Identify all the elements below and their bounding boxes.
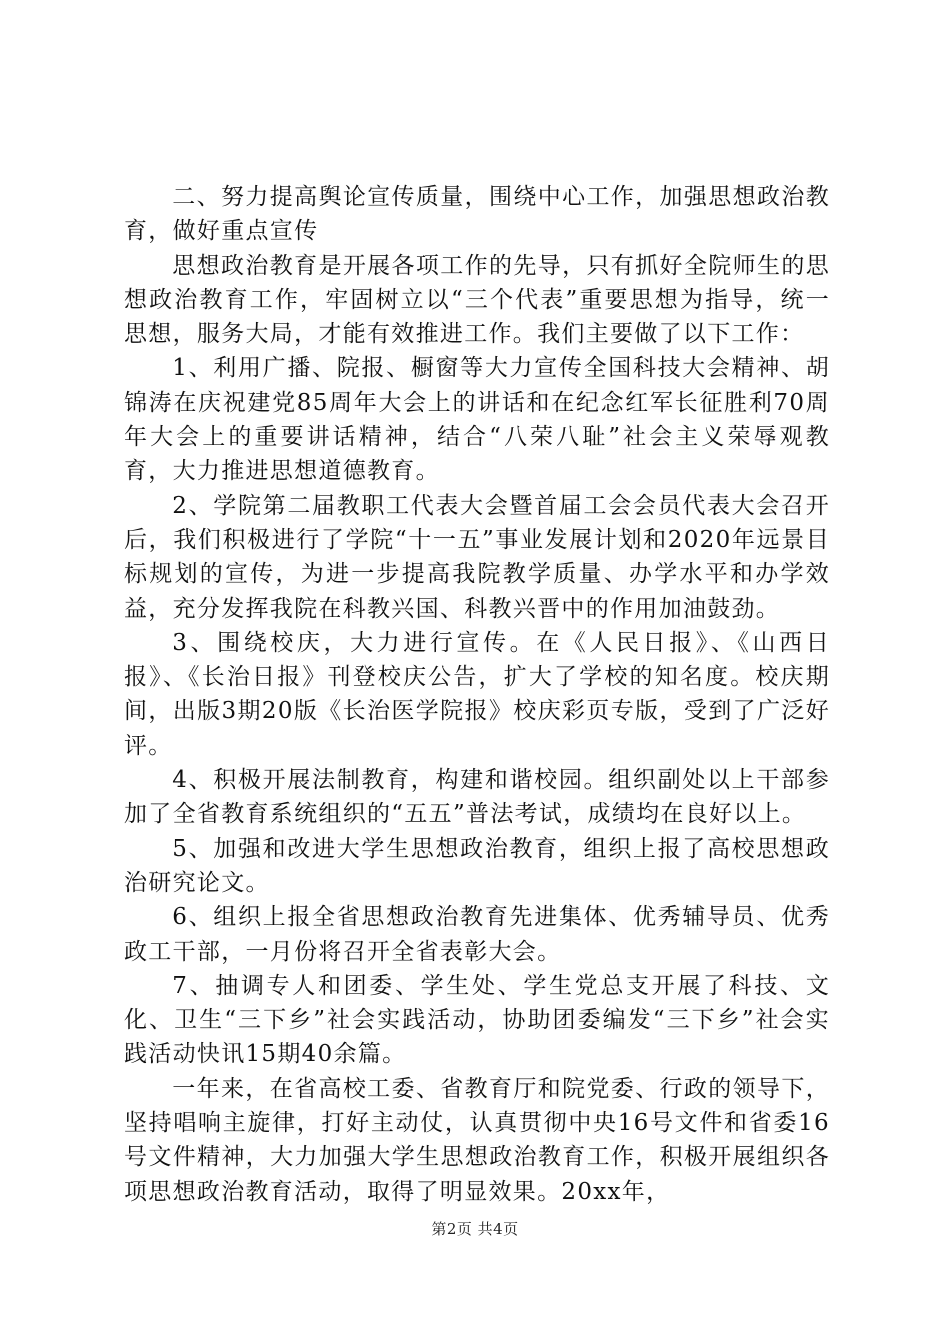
list-item-3: 3、围绕校庆，大力进行宣传。在《人民日报》、《山西日报》、《长治日报》刊登校庆公告，扩大了学校的知名度。校庆期间，出版3期20版《长治医学院报》校庆彩页专版，受到了广泛好评。 [124, 629, 830, 759]
list-item-4: 4、积极开展法制教育，构建和谐校园。组织副处以上干部参加了全省教育系统组织的“五五”普法考试，成绩均在良好以上。 [124, 767, 830, 828]
list-item-6: 6、组织上报全省思想政治教育先进集体、优秀辅导员、优秀政工干部，一月份将召开全省表彰大会。 [124, 904, 830, 965]
list-item-7: 7、抽调专人和团委、学生处、学生党总支开展了科技、文化、卫生“三下乡”社会实践活动，协助团委编发“三下乡”社会实践活动快讯15期40余篇。 [124, 972, 830, 1068]
list-item-1: 1、利用广播、院报、橱窗等大力宣传全国科技大会精神、胡锦涛在庆祝建党85周年大会上的讲话和在纪念红军长征胜利70周年大会上的重要讲话精神，结合“八荣八耻”社会主义荣辱观教育，大力推进思想道德教育。 [124, 355, 830, 485]
list-item-5: 5、加强和改进大学生思想政治教育，组织上报了高校思想政治研究论文。 [124, 835, 830, 896]
intro-paragraph: 思想政治教育是开展各项工作的先导，只有抓好全院师生的思想政治教育工作，牢固树立以“三个代表”重要思想为指导，统一思想，服务大局，才能有效推进工作。我们主要做了以下工作： [124, 252, 830, 348]
page-footer: 第2页 共4页 [431, 1220, 519, 1238]
document-body [124, 180, 830, 1209]
summary-paragraph: 一年来，在省高校工委、省教育厅和院党委、行政的领导下，坚持唱响主旋律，打好主动仗，认真贯彻中央16号文件和省委16号文件精神，大力加强大学生思想政治教育工作，积极开展组织各项思想政治教育活动，取得了明显效果。20xx年， [124, 1075, 830, 1205]
list-item-2: 2、学院第二届教职工代表大会暨首届工会会员代表大会召开后，我们积极进行了学院“十一五”事业发展计划和2020年远景目标规划的宣传，为进一步提高我院教学质量、办学水平和办学效益，充分发挥我院在科教兴国、科教兴晋中的作用加油鼓劲。 [124, 492, 830, 622]
section-heading: 二、努力提高舆论宣传质量，围绕中心工作，加强思想政治教育，做好重点宣传 [124, 184, 830, 245]
